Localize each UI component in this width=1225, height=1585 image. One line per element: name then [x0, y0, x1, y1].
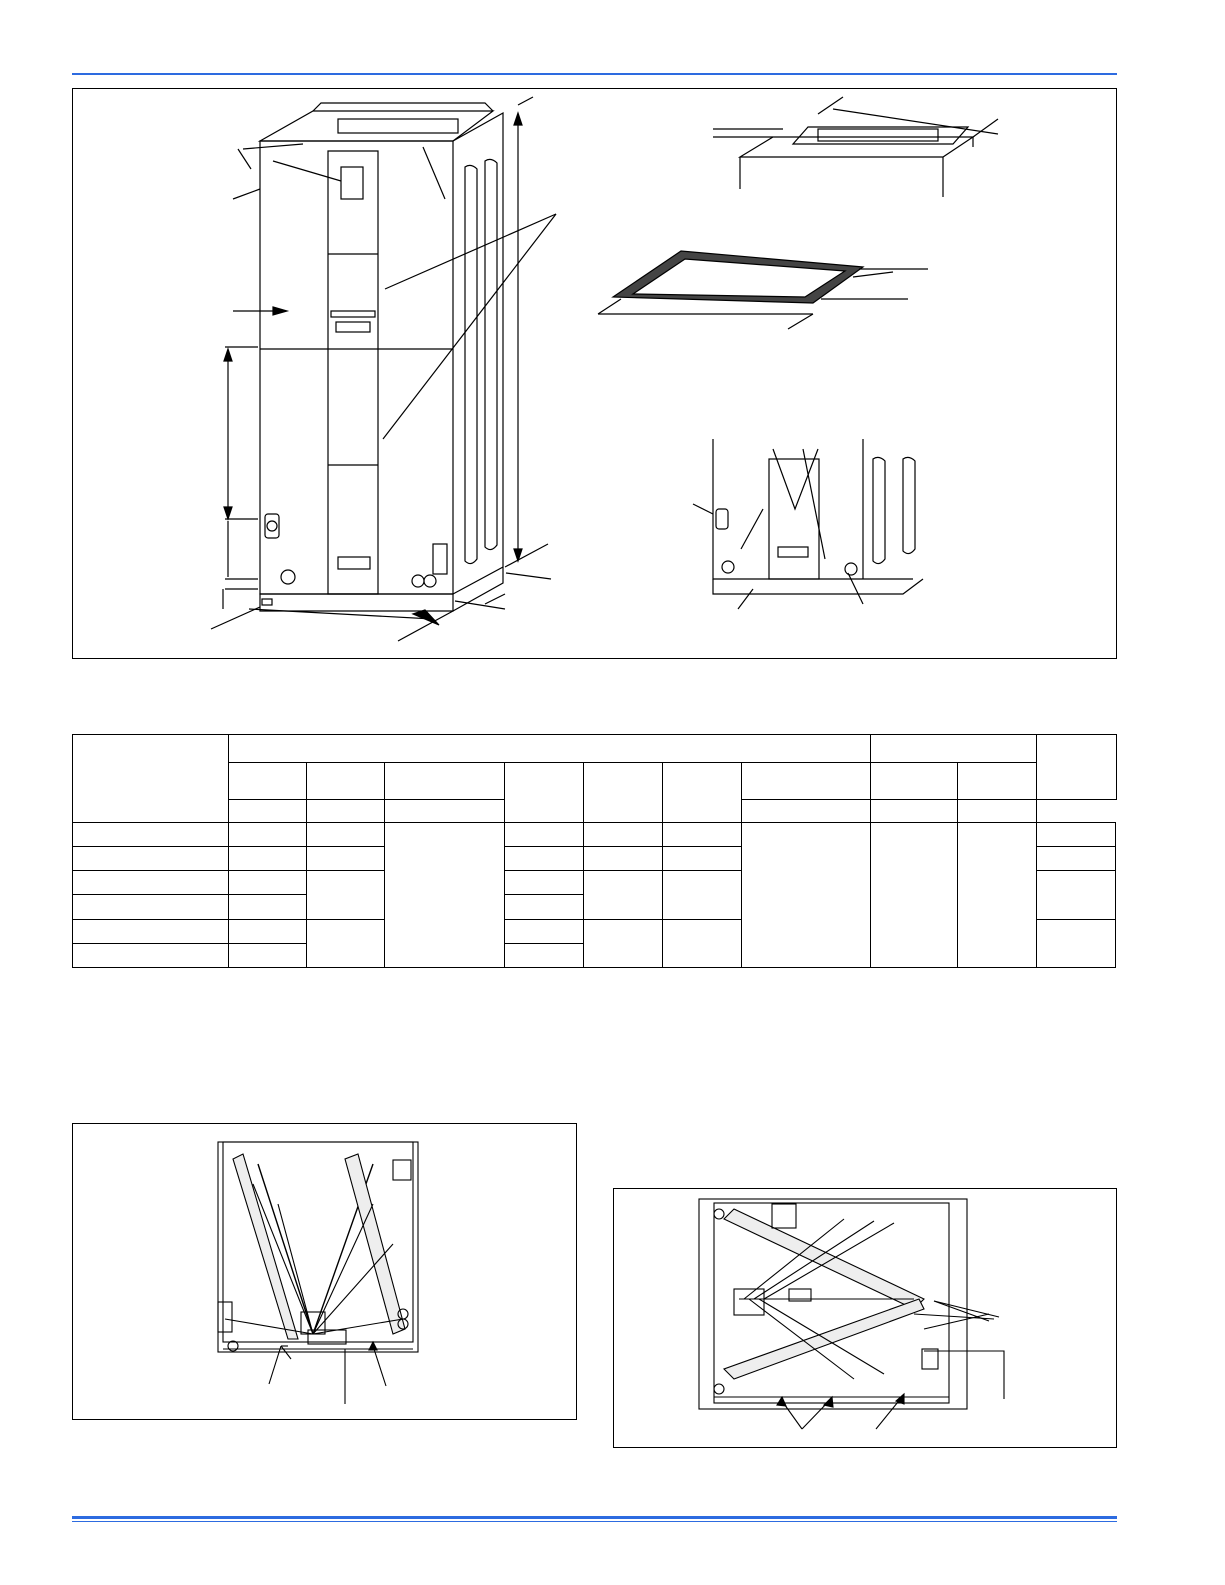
table-cell: [1037, 735, 1117, 800]
header-rule: [72, 73, 1117, 75]
main-dimension-lines: [211, 97, 556, 641]
footer-rule-thick: [72, 1516, 1117, 1519]
table-cell: [229, 895, 307, 919]
top-figure-frame: [72, 88, 1117, 659]
table-cell: [73, 895, 229, 919]
table-cell: [505, 846, 584, 870]
table-cell: [229, 871, 307, 895]
table-cell: [663, 919, 742, 967]
table-cell: [663, 763, 742, 822]
table-cell: [229, 846, 307, 870]
bottom-drain-detail: [693, 439, 923, 609]
table-cell: [229, 943, 307, 967]
table-cell: [505, 871, 584, 895]
table-cell: [871, 763, 958, 799]
table-cell: [1037, 871, 1116, 919]
table-cell: [958, 822, 1037, 967]
table-cell: [958, 799, 1037, 822]
gasket-detail: [598, 251, 928, 329]
table-cell: [229, 919, 307, 943]
table-cell: [229, 822, 307, 846]
table-cell: [584, 919, 663, 967]
table-row: [73, 763, 1117, 799]
table-cell: [229, 799, 307, 822]
table-cell: [663, 822, 742, 846]
table-cell: [307, 919, 385, 967]
table-cell: [584, 871, 663, 919]
horizontal-coil-drawing: [614, 1189, 1116, 1447]
table-cell: [385, 822, 505, 967]
table-cell: [385, 799, 505, 822]
table-cell: [742, 822, 871, 967]
horizontal-coil-figure-frame: [613, 1188, 1117, 1448]
table-cell: [584, 822, 663, 846]
table-cell: [73, 735, 229, 823]
unit-dimension-drawing: [73, 89, 1116, 658]
table-cell: [307, 871, 385, 919]
table-cell: [505, 763, 584, 822]
air-handler-cabinet: [260, 103, 503, 611]
table-row: [73, 822, 1117, 846]
table-row: [73, 735, 1117, 763]
vertical-coil-drawing: [73, 1124, 576, 1419]
table-cell: [73, 822, 229, 846]
dimensions-table-body: [73, 735, 1117, 968]
table-cell: [871, 799, 958, 822]
table-cell: [1037, 822, 1116, 846]
table-cell: [307, 822, 385, 846]
table-cell: [229, 735, 871, 763]
table-cell: [505, 822, 584, 846]
table-cell: [505, 895, 584, 919]
table-cell: [871, 735, 1037, 763]
table-cell: [307, 799, 385, 822]
table-cell: [307, 763, 385, 799]
table-cell: [663, 871, 742, 919]
table-cell: [73, 919, 229, 943]
table-cell: [742, 763, 871, 799]
table-cell: [385, 763, 505, 799]
table-cell: [307, 846, 385, 870]
table-cell: [73, 943, 229, 967]
footer-rule-thin: [72, 1521, 1117, 1522]
table-cell: [742, 799, 871, 822]
table-cell: [1037, 846, 1116, 870]
table-cell: [1037, 919, 1116, 967]
table-cell: [505, 943, 584, 967]
top-plenum-detail: [713, 97, 998, 197]
table-cell: [584, 763, 663, 822]
vertical-coil-figure-frame: [72, 1123, 577, 1420]
dimensions-table: [72, 734, 1117, 968]
table-cell: [505, 919, 584, 943]
table-cell: [871, 822, 958, 967]
table-cell: [663, 846, 742, 870]
table-cell: [584, 846, 663, 870]
table-cell: [73, 871, 229, 895]
table-cell: [229, 763, 307, 799]
table-cell: [73, 846, 229, 870]
